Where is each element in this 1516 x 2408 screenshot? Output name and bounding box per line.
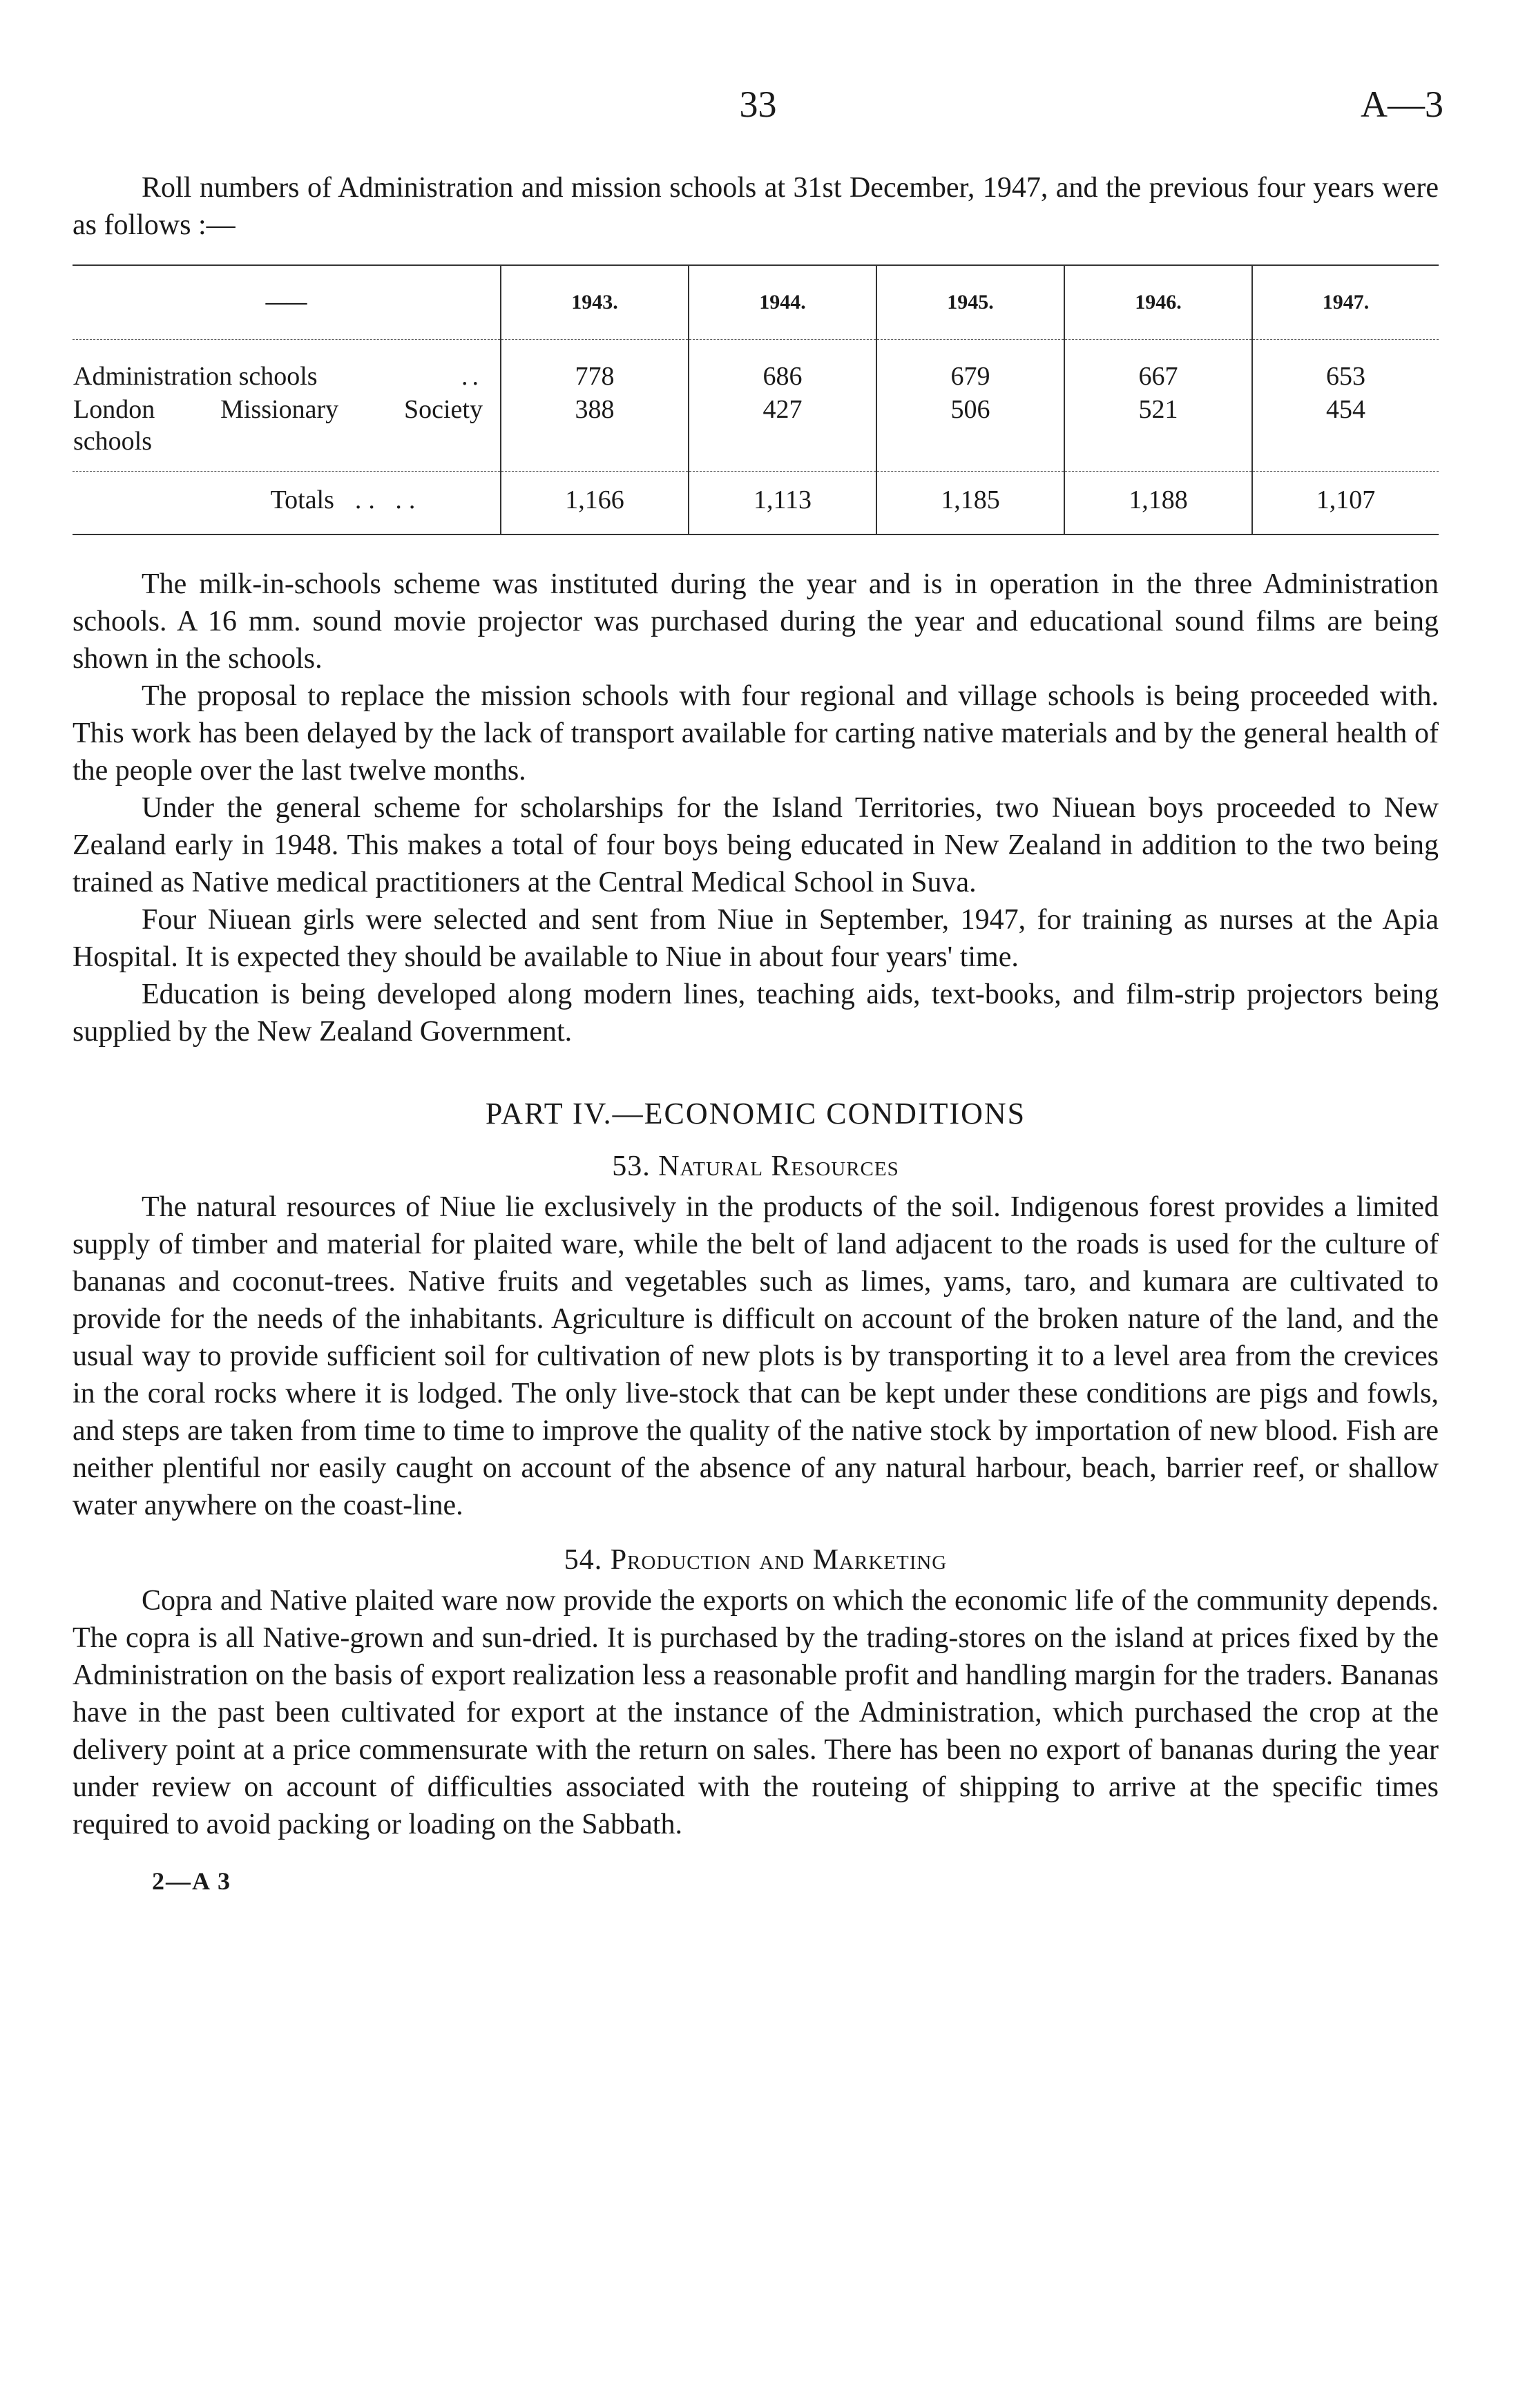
table-cell: 388	[501, 393, 689, 472]
page-body	[73, 169, 1439, 1896]
table-cell: 778	[501, 340, 689, 394]
body-paragraph: Under the general scheme for scholarships for the Island Territories, two Niuean boys proceeded to New Zealand early in 1948. This makes a total of four boys being educated in New Zealand in addition to the two being trained as Native medical practitioners at the Central Medical School in Suva.	[73, 792, 1439, 898]
table-cell: 521	[1064, 393, 1252, 472]
table-row	[73, 393, 1439, 472]
body-paragraph: The natural resources of Niue lie exclusively in the products of the soil. Indigenous forest provides a limited supply of timber and material for plaited ware, while the belt of land adjacent to the roads is used for the culture of bananas and coconut-trees. Native fruits and vegetables such as limes, yams, taro, and kumara are cultivated to provide for the needs of the inhabitants. Agriculture is difficult on account of the broken nature of the land, and the usual way to provide sufficient soil for cultivation of new plots is by transporting it to a level area from the crevices in the coral rocks where it is lodged. The only live-stock that can be kept under these conditions are pigs and fowls, and steps are taken from time to time to improve the quality of the native stock by importation of new blood. Fish are neither plentiful nor easily caught on account of the absence of any natural harbour, beach, barrier reef, or shallow water anywhere on the coast-line.	[73, 1191, 1439, 1521]
totals-cell: 1,188	[1064, 472, 1252, 535]
body-paragraph: Education is being developed along modern lines, teaching aids, text-books, and film-strip projectors being supplied by the New Zealand Government.	[73, 979, 1439, 1048]
page-header	[73, 83, 1443, 131]
row-label-text: Administration schools	[73, 362, 318, 391]
row-label-continuation: schools	[73, 427, 152, 456]
row-label-word: Missionary	[220, 395, 339, 424]
totals-cell: 1,107	[1252, 472, 1439, 535]
year-header: 1946.	[1064, 265, 1252, 340]
body-paragraph: The milk-in-schools scheme was instituted during the year and is in operation in the three Administration schools. A 16 mm. sound movie projector was purchased during the year and educational sound films are being shown in the schools.	[73, 568, 1439, 675]
table-corner-cell: ——	[73, 265, 501, 340]
row-label	[73, 340, 501, 394]
table-cell: 679	[876, 340, 1064, 394]
table-row	[73, 340, 1439, 394]
table-cell: 506	[876, 393, 1064, 472]
year-header: 1943.	[501, 265, 689, 340]
table-cell: 653	[1252, 340, 1439, 394]
table-cell: 454	[1252, 393, 1439, 472]
totals-cell: 1,185	[876, 472, 1064, 535]
part-heading: PART IV.—ECONOMIC CONDITIONS	[485, 1097, 1026, 1130]
table-cell: 427	[689, 393, 876, 472]
body-paragraph: Copra and Native plaited ware now provide the exports on which the economic life of the community depends. The copra is all Native-grown and sun-dried. It is purchased by the trading-stores on the island at prices fixed by the Administration on the basis of export realization less a reasonable profit and handling margin for the traders. Bananas have in the past been cultivated for export at the instance of the Administration, which purchased the crop at the delivery point at a price commensurate with the return on sales. There has been no export of bananas during the year under review on account of difficulties associated with the routeing of shipping to arrive at the specific times required to avoid packing or loading on the Sabbath.	[73, 1585, 1439, 1840]
leader-dots: ..	[461, 362, 483, 391]
totals-label	[73, 472, 501, 535]
body-paragraph: The proposal to replace the mission schools with four regional and village schools is being proceeded with. This work has been delayed by the lack of transport available for carting native materials and by the general health of the people over the last twelve months.	[73, 680, 1439, 787]
year-header: 1944.	[689, 265, 876, 340]
year-header: 1945.	[876, 265, 1064, 340]
roll-numbers-table	[73, 264, 1439, 535]
section-heading: 53. Natural Resources	[612, 1150, 899, 1182]
row-label-word: Society	[404, 395, 483, 424]
table-cell: 686	[689, 340, 876, 394]
signature-mark: 2—A 3	[152, 1867, 232, 1895]
intro-paragraph: Roll numbers of Administration and mission schools at 31st December, 1947, and the previous four years were as follows :—	[73, 172, 1439, 241]
section-heading: 54. Production and Marketing	[564, 1544, 948, 1576]
totals-cell: 1,113	[689, 472, 876, 535]
document-code: A—3	[1361, 84, 1443, 125]
totals-label-text: Totals	[270, 485, 334, 514]
totals-cell: 1,166	[501, 472, 689, 535]
totals-row	[73, 472, 1439, 535]
leader-dots: .. ..	[354, 485, 423, 514]
row-label	[73, 393, 501, 472]
year-header: 1947.	[1252, 265, 1439, 340]
page-number: 33	[739, 84, 777, 125]
table-header-row	[73, 265, 1439, 340]
body-paragraph: Four Niuean girls were selected and sent from Niue in September, 1947, for training as nurses at the Apia Hospital. It is expected they should be available to Niue in about four years' time.	[73, 904, 1439, 973]
row-label-word: London	[73, 395, 155, 424]
table-cell: 667	[1064, 340, 1252, 394]
